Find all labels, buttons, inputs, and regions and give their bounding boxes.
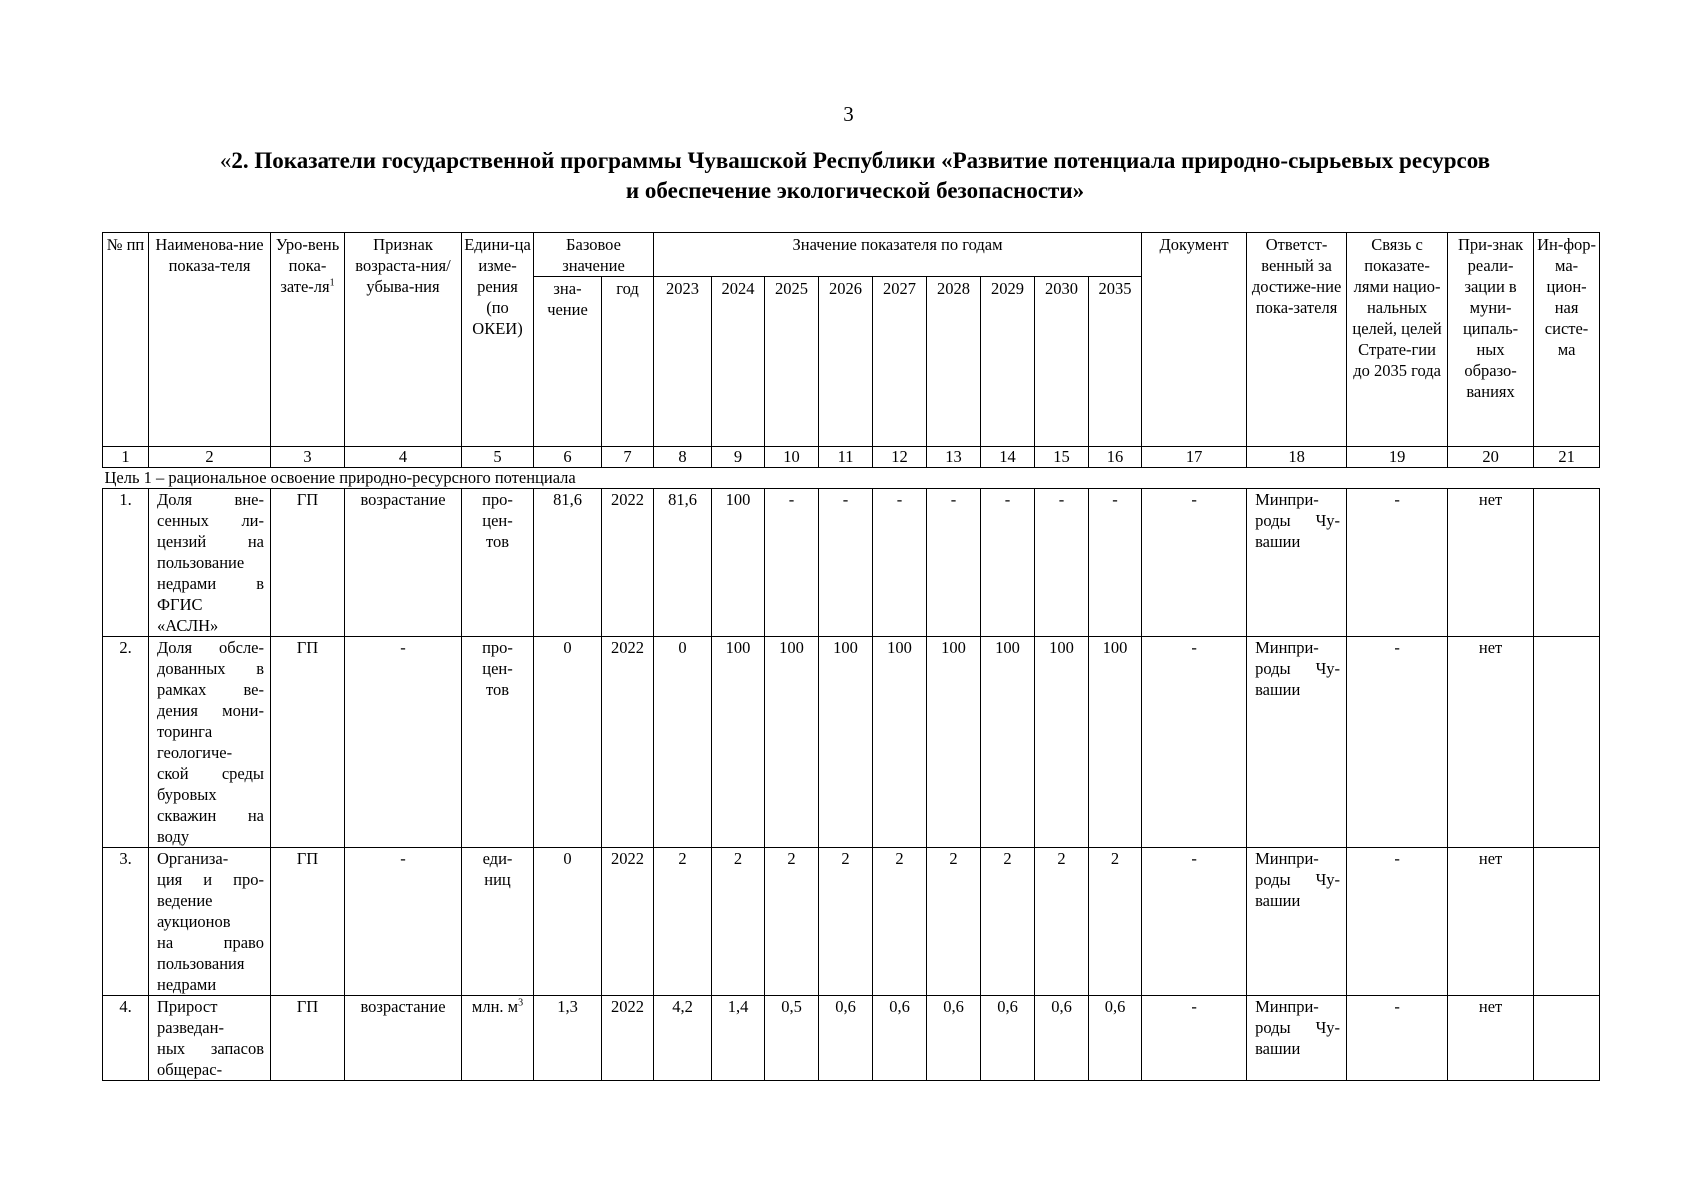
row-name-line: воду [157,827,190,846]
page-number: 3 [843,102,854,126]
column-numbers-row [103,447,1600,468]
header-year-2030: 2030 [1035,277,1089,447]
row-value-2029: - [981,489,1035,637]
row-level: ГП [271,996,345,1081]
column-number: 9 [712,447,765,468]
row-value-2028: 0,6 [927,996,981,1081]
row-link: - [1347,996,1448,1081]
row-name [149,637,271,848]
row-value-2030: 2 [1035,848,1089,996]
header-base: Базовое значение [534,233,654,277]
row-name-line: ция и про- [157,870,264,889]
row-base-value: 1,3 [534,996,602,1081]
row-value-2029: 100 [981,637,1035,848]
row-value-2024: 1,4 [712,996,765,1081]
row-value-2024: 2 [712,848,765,996]
row-responsible-line: Минпри- [1255,997,1319,1016]
column-number: 5 [462,447,534,468]
row-value-2030: 100 [1035,637,1089,848]
row-name-line: Доля вне- [157,490,264,509]
row-responsible-line: вашии [1255,891,1301,910]
row-num: 3. [103,848,149,996]
row-responsible-line: роды Чу- [1255,870,1341,889]
row-name-line: пользования [157,954,245,973]
header-num: № пп [103,233,149,447]
row-name-line: на право [157,933,264,952]
row-responsible-line: вашии [1255,532,1301,551]
row-name-line: торинга [157,722,213,741]
row-value-2025: 100 [765,637,819,848]
row-base-value: 0 [534,848,602,996]
row-link: - [1347,637,1448,848]
row-responsible [1247,996,1347,1081]
row-infosystem [1534,489,1600,637]
table-row [103,848,1600,996]
row-value-2035: 2 [1089,848,1142,996]
row-base-value: 81,6 [534,489,602,637]
row-name-line: Прирост [157,997,218,1016]
row-unit-line: про- [482,490,513,509]
title-line-2: и обеспечение экологической безопасности» [625,178,1085,203]
column-number: 20 [1448,447,1534,468]
row-name-line: аукционов [157,912,231,931]
row-name-line: Организа- [157,849,229,868]
footnote-mark: 1 [329,277,335,289]
column-number: 4 [345,447,462,468]
row-name-line: недрами в [157,574,264,593]
row-value-2030: 0,6 [1035,996,1089,1081]
column-number: 14 [981,447,1035,468]
column-number: 19 [1347,447,1448,468]
row-sign: - [345,637,462,848]
row-municipal: нет [1448,637,1534,848]
column-number: 17 [1142,447,1247,468]
header-year-2023: 2023 [654,277,712,447]
row-value-2029: 0,6 [981,996,1035,1081]
row-value-2023: 2 [654,848,712,996]
column-number: 13 [927,447,981,468]
row-municipal: нет [1448,489,1534,637]
header-year-2025: 2025 [765,277,819,447]
header-year-2035: 2035 [1089,277,1142,447]
row-value-2035: - [1089,489,1142,637]
row-unit-line: тов [485,532,510,551]
row-infosystem [1534,637,1600,848]
goal-text: Цель 1 – рациональное освоение природно-ресурсного потенциала [103,468,1600,489]
row-unit-line: млн. $м^3$ [471,997,524,1016]
indicators-table [102,232,1600,1081]
row-base-year: 2022 [602,637,654,848]
row-responsible [1247,637,1347,848]
header-year-2026: 2026 [819,277,873,447]
row-value-2028: 100 [927,637,981,848]
row-base-value: 0 [534,637,602,848]
header-document: Документ [1142,233,1247,447]
row-name-line: пользование [157,553,245,572]
column-number: 21 [1534,447,1600,468]
row-base-year: 2022 [602,996,654,1081]
row-unit-line: еди- [482,849,513,868]
column-number: 15 [1035,447,1089,468]
header-year-2027: 2027 [873,277,927,447]
row-name-line: ской среды [157,764,264,783]
row-name-line: ведение [157,891,213,910]
row-name-line: недрами [157,975,217,994]
row-name-line: геологиче- [157,743,233,762]
row-base-year: 2022 [602,489,654,637]
header-sign: Признак возраста-ния/убыва-ния [345,233,462,447]
row-link: - [1347,848,1448,996]
header-infosystem: Ин-фор-ма-цион-ная систе-ма [1534,233,1600,447]
header-municipal: При-знак реали-зации в муни-ципаль-ных образо-ваниях [1448,233,1534,447]
row-name-line: сенных ли- [157,511,264,530]
row-name-line: «АСЛН» [157,616,219,635]
header-by-years: Значение показателя по годам [654,233,1142,277]
row-value-2024: 100 [712,637,765,848]
row-unit [462,848,534,996]
row-unit [462,637,534,848]
column-number: 12 [873,447,927,468]
row-document: - [1142,848,1247,996]
row-document: - [1142,489,1247,637]
row-responsible [1247,848,1347,996]
row-value-2024: 100 [712,489,765,637]
title-quote: « [219,148,232,173]
row-value-2027: 0,6 [873,996,927,1081]
row-responsible-line: роды Чу- [1255,1018,1341,1037]
title-line-1: 2. Показатели государственной программы Чувашской Республики «Развитие потенциала природно-сырьевых ресурсов [231,148,1491,173]
row-name-line: рамках ве- [157,680,264,699]
row-unit [462,489,534,637]
row-name [149,489,271,637]
row-value-2035: 0,6 [1089,996,1142,1081]
goal-row [103,468,1600,489]
row-value-2026: 100 [819,637,873,848]
row-responsible-line: роды Чу- [1255,659,1341,678]
row-value-2029: 2 [981,848,1035,996]
row-sign: - [345,848,462,996]
unit-superscript: 3 [518,997,524,1009]
row-name [149,996,271,1081]
column-number: 11 [819,447,873,468]
column-number: 18 [1247,447,1347,468]
row-infosystem [1534,996,1600,1081]
row-num: 1. [103,489,149,637]
row-unit-line: про- [482,638,513,657]
row-value-2026: 2 [819,848,873,996]
row-document: - [1142,637,1247,848]
row-name-line: Доля обсле- [157,638,264,657]
row-unit-line: цен- [482,659,513,678]
row-responsible-line: вашии [1255,680,1301,699]
row-name-line: цензий на [157,532,264,551]
row-responsible-line: роды Чу- [1255,511,1341,530]
table-row [103,489,1600,637]
row-responsible-line: вашии [1255,1039,1301,1058]
row-document: - [1142,996,1247,1081]
header-unit: Едини-ца изме-рения (по ОКЕИ) [462,233,534,447]
column-number: 2 [149,447,271,468]
row-value-2025: 0,5 [765,996,819,1081]
row-value-2027: - [873,489,927,637]
table-row [103,996,1600,1081]
row-level: ГП [271,637,345,848]
header-base-value: зна-чение [534,277,602,447]
column-number: 6 [534,447,602,468]
row-name-line: дения мони- [157,701,264,720]
header-base-year: год [602,277,654,447]
row-unit [462,996,534,1081]
row-value-2026: - [819,489,873,637]
row-level: ГП [271,489,345,637]
row-value-2026: 0,6 [819,996,873,1081]
column-number: 16 [1089,447,1142,468]
column-number: 3 [271,447,345,468]
row-unit-line: цен- [482,511,513,530]
header-name: Наименова-ние показа-теля [149,233,271,447]
header-year-2024: 2024 [712,277,765,447]
column-number: 7 [602,447,654,468]
row-value-2028: - [927,489,981,637]
column-number: 10 [765,447,819,468]
row-value-2023: 0 [654,637,712,848]
column-number: 1 [103,447,149,468]
row-name-line: скважин на [157,806,264,825]
row-value-2035: 100 [1089,637,1142,848]
row-value-2023: 4,2 [654,996,712,1081]
row-value-2025: - [765,489,819,637]
row-value-2027: 2 [873,848,927,996]
row-base-year: 2022 [602,848,654,996]
row-value-2027: 100 [873,637,927,848]
row-municipal: нет [1448,996,1534,1081]
row-name [149,848,271,996]
indicators-table-wrapper [102,232,1600,1081]
row-responsible [1247,489,1347,637]
row-infosystem [1534,848,1600,996]
row-name-line: общерас- [157,1060,223,1079]
row-num: 4. [103,996,149,1081]
row-municipal: нет [1448,848,1534,996]
column-number: 8 [654,447,712,468]
row-name-line: дованных в [157,659,264,678]
row-link: - [1347,489,1448,637]
row-name-line: разведан- [157,1018,224,1037]
header-level: Уро-вень пока-$зате-ля^1$ [271,233,345,447]
row-name-line: ных запасов [157,1039,264,1058]
row-unit-line: ниц [484,870,511,889]
row-value-2030: - [1035,489,1089,637]
row-sign: возрастание [345,996,462,1081]
row-name-line: ФГИС [157,595,203,614]
row-level: ГП [271,848,345,996]
row-name-line: буровых [157,785,217,804]
row-value-2023: 81,6 [654,489,712,637]
row-value-2025: 2 [765,848,819,996]
table-row [103,637,1600,848]
row-responsible-line: Минпри- [1255,638,1319,657]
row-value-2028: 2 [927,848,981,996]
page-title [110,146,1600,206]
row-sign: возрастание [345,489,462,637]
header-link: Связь с показате-лями нацио-нальных целей, целей Страте-гии до 2035 года [1347,233,1448,447]
row-responsible-line: Минпри- [1255,490,1319,509]
header-responsible: Ответст-венный за достиже-ние пока-зателя [1247,233,1347,447]
header-year-2028: 2028 [927,277,981,447]
row-unit-line: тов [485,680,510,699]
row-responsible-line: Минпри- [1255,849,1319,868]
row-num: 2. [103,637,149,848]
header-year-2029: 2029 [981,277,1035,447]
